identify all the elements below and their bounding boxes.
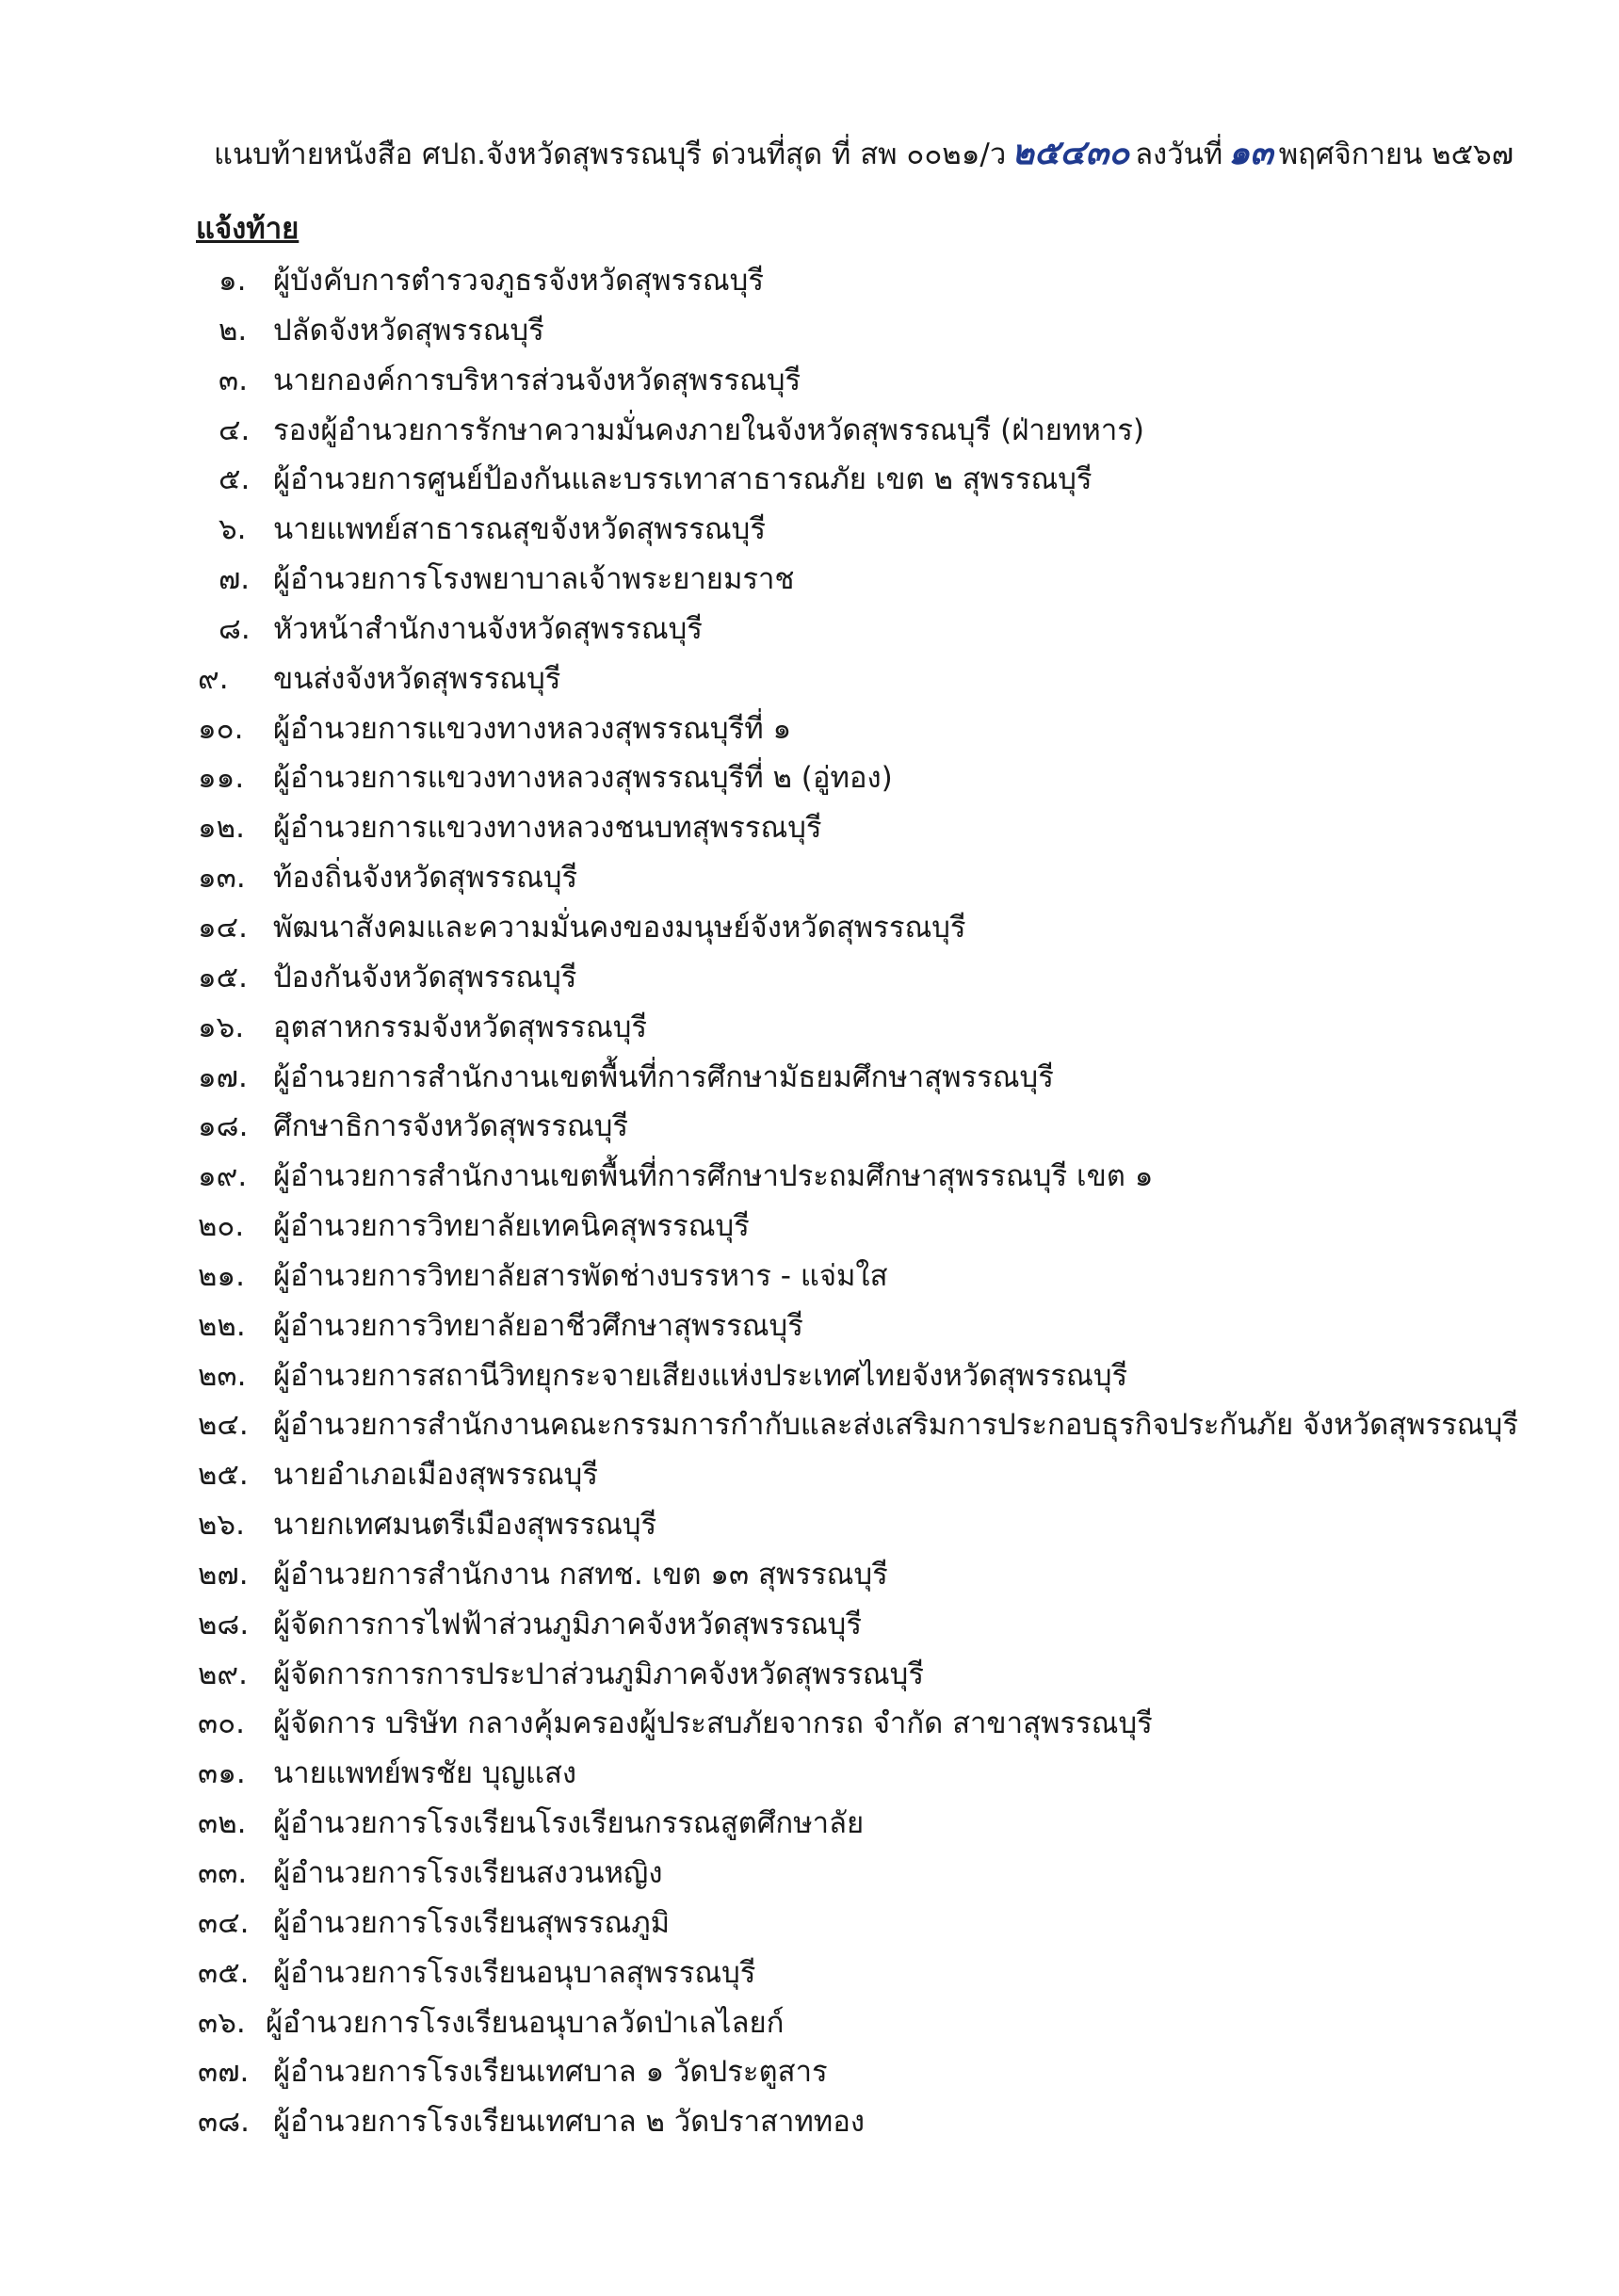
- list-item-text: หัวหน้าสำนักงานจังหวัดสุพรรณบุรี: [273, 611, 703, 646]
- list-item-text: นายแพทย์พรชัย บุญแสง: [273, 1756, 577, 1791]
- list-item-number: ๓.: [219, 363, 249, 397]
- list-item-text: นายแพทย์สาธารณสุขจังหวัดสุพรรณบุรี: [273, 512, 766, 547]
- list-item-number: ๑๘.: [198, 1109, 249, 1144]
- section-title: แจ้งท้าย: [196, 212, 300, 246]
- list-item-text: ผู้บังคับการตำรวจภูธรจังหวัดสุพรรณบุรี: [273, 264, 765, 298]
- list-item-number: ๓๐.: [198, 1706, 245, 1741]
- list-item-number: ๑๗.: [198, 1059, 248, 1094]
- list-item-number: ๓๒.: [198, 1806, 247, 1841]
- list-item-number: ๑๕.: [198, 960, 248, 994]
- list-item-text: ผู้จัดการการไฟฟ้าส่วนภูมิภาคจังหวัดสุพรรณบุรี: [273, 1607, 862, 1641]
- list-item-text: ผู้อำนวยการแขวงทางหลวงสุพรรณบุรีที่ ๑: [273, 711, 792, 746]
- list-item-number: ๒๔.: [198, 1408, 249, 1443]
- list-item-text: ผู้อำนวยการโรงเรียนสุพรรณภูมิ: [273, 1905, 671, 1940]
- list-item-number: ๒๒.: [198, 1308, 246, 1343]
- list-item-text: ผู้อำนวยการแขวงทางหลวงชนบทสุพรรณบุรี: [273, 811, 822, 846]
- document-header: [214, 129, 1514, 178]
- header-prefix: แนบท้ายหนังสือ ศปถ.จังหวัดสุพรรณบุรี ด่วนที่สุด ที่ สพ ๐๐๒๑/ว: [214, 137, 1007, 171]
- list-item-number: ๓๑.: [198, 1756, 246, 1791]
- list-item-text: ผู้อำนวยการสถานีวิทยุกระจายเสียงแห่งประเทศไทยจังหวัดสุพรรณบุรี: [273, 1358, 1128, 1393]
- list-item-text: นายอำเภอเมืองสุพรรณบุรี: [273, 1458, 598, 1493]
- list-item-number: ๓๕.: [198, 1955, 250, 1990]
- list-item-number: ๒๙.: [198, 1657, 248, 1691]
- list-item-text: นายกองค์การบริหารส่วนจังหวัดสุพรรณบุรี: [273, 363, 801, 397]
- month-year: พฤศจิกายน ๒๕๖๗: [1278, 137, 1514, 171]
- list-item-text: ผู้อำนวยการโรงเรียนเทศบาล ๑ วัดประตูสาร: [273, 2055, 828, 2090]
- list-item-text: ขนส่งจังหวัดสุพรรณบุรี: [273, 661, 561, 696]
- list-item-text: ผู้อำนวยการโรงเรียนโรงเรียนกรรณสูตศึกษาลัย: [273, 1806, 865, 1841]
- list-item-text: พัฒนาสังคมและความมั่นคงของมนุษย์จังหวัดสุพรรณบุรี: [273, 910, 966, 945]
- list-item-text: ผู้อำนวยการโรงเรียนอนุบาลสุพรรณบุรี: [273, 1955, 756, 1990]
- list-item-text: ท้องถิ่นจังหวัดสุพรรณบุรี: [273, 861, 578, 896]
- date-label: ลงวันที่: [1135, 137, 1223, 171]
- list-item-number: ๙.: [198, 661, 229, 696]
- list-item-text: นายกเทศมนตรีเมืองสุพรรณบุรี: [273, 1508, 657, 1543]
- list-item-number: ๒๗.: [198, 1557, 249, 1592]
- list-item-text: ผู้อำนวยการวิทยาลัยเทคนิคสุพรรณบุรี: [273, 1209, 750, 1244]
- list-item-number: ๓๔.: [198, 1905, 250, 1940]
- list-item-text: ผู้อำนวยการสำนักงานเขตพื้นที่การศึกษาประถมศึกษาสุพรรณบุรี เขต ๑: [273, 1159, 1154, 1194]
- list-item-number: ๑๓.: [198, 861, 246, 896]
- list-item-number: ๒๐.: [198, 1209, 245, 1244]
- list-item-text: ผู้จัดการ บริษัท กลางคุ้มครองผู้ประสบภัยจากรถ จำกัด สาขาสุพรรณบุรี: [273, 1706, 1153, 1741]
- list-item-text: อุตสาหกรรมจังหวัดสุพรรณบุรี: [273, 1010, 648, 1044]
- list-item-text: ปลัดจังหวัดสุพรรณบุรี: [273, 313, 544, 348]
- list-item-text: รองผู้อำนวยการรักษาความมั่นคงภายในจังหวัดสุพรรณบุรี (ฝ่ายทหาร): [273, 412, 1144, 447]
- list-item-number: ๒๕.: [198, 1458, 249, 1493]
- list-item-number: ๒๖.: [198, 1508, 245, 1543]
- list-item-number: ๒๑.: [198, 1258, 245, 1293]
- list-item-text: ผู้อำนวยการวิทยาลัยอาชีวศึกษาสุพรรณบุรี: [273, 1308, 803, 1343]
- list-item-number: ๑.: [219, 264, 247, 298]
- list-item-text: ผู้อำนวยการโรงพยาบาลเจ้าพระยายมราช: [273, 562, 795, 597]
- list-item-text: ผู้อำนวยการสำนักงาน กสทช. เขต ๑๓ สุพรรณบุรี: [273, 1557, 888, 1592]
- list-item-number: ๕.: [219, 462, 251, 497]
- list-item-text: ผู้อำนวยการวิทยาลัยสารพัดช่างบรรหาร - แจ่มใส: [273, 1258, 888, 1293]
- list-item-number: ๘.: [219, 611, 251, 646]
- list-item-text: ผู้อำนวยการแขวงทางหลวงสุพรรณบุรีที่ ๒ (อู่ทอง): [273, 761, 893, 796]
- list-item-number: ๓๗.: [198, 2055, 250, 2090]
- list-item-number: ๓๓.: [198, 1856, 248, 1890]
- list-item-number: ๑๙.: [198, 1159, 248, 1194]
- list-item-number: ๑๒.: [198, 811, 245, 846]
- list-item-number: ๓๖.: [198, 2005, 246, 2040]
- list-item-number: ๑๔.: [198, 910, 248, 945]
- list-item-number: ๓๘.: [198, 2105, 250, 2140]
- list-item-text: ผู้จัดการการการประปาส่วนภูมิภาคจังหวัดสุพรรณบุรี: [273, 1657, 924, 1691]
- list-item-number: ๑๑.: [198, 761, 245, 796]
- list-item-text: ผู้อำนวยการโรงเรียนสงวนหญิง: [273, 1856, 663, 1890]
- list-item-number: ๗.: [219, 562, 251, 597]
- list-item-text: ผู้อำนวยการโรงเรียนเทศบาล ๒ วัดปราสาททอง: [273, 2105, 865, 2140]
- list-item-number: ๒๘.: [198, 1607, 250, 1641]
- list-item-number: ๒.: [219, 313, 248, 348]
- list-item-number: ๒๓.: [198, 1358, 247, 1393]
- list-item-text: ศึกษาธิการจังหวัดสุพรรณบุรี: [273, 1109, 629, 1144]
- list-item-number: ๖.: [219, 512, 247, 547]
- list-item-number: ๑๖.: [198, 1010, 245, 1044]
- handwritten-doc-number: ๒๕๔๓๐: [1012, 133, 1130, 172]
- list-item-text: ผู้อำนวยการศูนย์ป้องกันและบรรเทาสาธารณภัย เขต ๒ สุพรรณบุรี: [273, 462, 1093, 497]
- list-item-text: ผู้อำนวยการโรงเรียนอนุบาลวัดป่าเลไลยก์: [266, 2005, 785, 2040]
- list-item-number: ๔.: [219, 412, 251, 447]
- handwritten-day: ๑๓: [1228, 133, 1273, 172]
- list-item-text: ป้องกันจังหวัดสุพรรณบุรี: [273, 960, 577, 994]
- list-item-number: ๑๐.: [198, 711, 244, 746]
- list-item-text: ผู้อำนวยการสำนักงานเขตพื้นที่การศึกษามัธยมศึกษาสุพรรณบุรี: [273, 1059, 1054, 1094]
- list-item-text: ผู้อำนวยการสำนักงานคณะกรรมการกำกับและส่งเสริมการประกอบธุรกิจประกันภัย จังหวัดสุพรรณบุรี: [273, 1408, 1518, 1443]
